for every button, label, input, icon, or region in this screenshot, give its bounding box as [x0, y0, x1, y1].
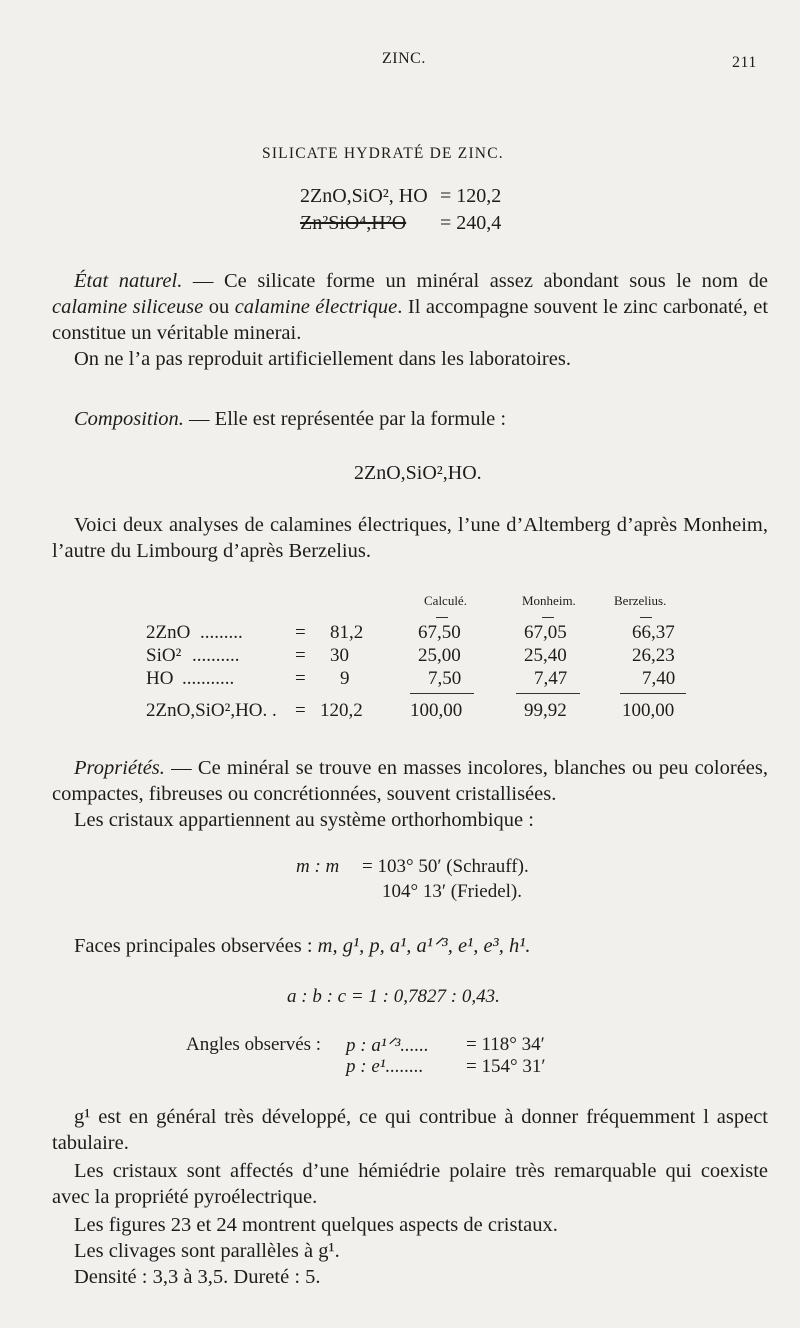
formula-new-weight: = 240,4: [440, 212, 502, 234]
header-dash: [436, 617, 448, 618]
row-monheim: 67,05: [524, 622, 567, 643]
reproduction-text: On ne l’a pas reproduit artificiellement dans les laboratoires.: [74, 348, 571, 370]
total-equals: =: [295, 700, 306, 721]
angles-observed-label: Angles observés :: [186, 1034, 322, 1055]
total-weight: 120,2: [320, 700, 363, 721]
proprietes-text: — Ce minéral se trouve en masses incolores, blanches ou peu colorées, compactes, fibreuses ou concrétionnées, souvent cristallisées.: [52, 757, 768, 805]
section-title: SILICATE HYDRATÉ DE ZINC.: [262, 145, 504, 162]
row-monheim: 25,40: [524, 645, 567, 666]
conjunction: ou: [203, 296, 235, 318]
row-weight: 30: [330, 645, 349, 666]
col-header-calcule: Calculé.: [424, 593, 467, 608]
analyses-intro: [52, 512, 768, 564]
proprietes-heading: Propriétés.: [74, 757, 165, 779]
row-label: HO: [146, 668, 174, 689]
hemiedrie-paragraph: [52, 1158, 768, 1210]
system-line: [52, 807, 768, 833]
densite-text: Densité : 3,3 à 3,5. Dureté : 5.: [74, 1266, 321, 1288]
sum-rule: [620, 693, 686, 694]
row-calc: 7,50: [428, 668, 462, 689]
row-equals: =: [295, 622, 306, 643]
g1-paragraph: [52, 1104, 768, 1156]
row-berzelius: 66,37: [632, 622, 675, 643]
row-equals: =: [295, 645, 306, 666]
total-berzelius: 100,00: [622, 700, 675, 721]
composition-text: — Elle est représentée par la formule :: [183, 408, 507, 430]
row-calc: 67,50: [418, 622, 461, 643]
sum-rule: [516, 693, 580, 694]
figures-line: [52, 1212, 768, 1238]
row-dots: ..........: [192, 645, 240, 666]
mineral-name-1: calamine siliceuse: [52, 296, 204, 318]
proprietes-paragraph: [52, 755, 768, 807]
densite-line: [52, 1264, 768, 1290]
sum-rule: [410, 693, 474, 694]
formula-new-notation: Zn²SiO⁴,H²O: [300, 212, 407, 234]
reproduction-line: [52, 346, 768, 372]
composition-formula: 2ZnO,SiO²,HO.: [354, 462, 482, 484]
row-label: SiO²: [146, 645, 182, 666]
total-calc: 100,00: [410, 700, 463, 721]
composition-heading: Composition.: [74, 408, 184, 430]
system-text: Les cristaux appartiennent au système orthorhombique :: [74, 809, 534, 831]
formula-old-weight: = 120,2: [440, 185, 502, 207]
col-header-monheim: Monheim.: [522, 593, 576, 608]
formula-old-notation: 2ZnO,SiO², HO: [300, 185, 428, 207]
table-row: [0, 668, 800, 694]
axial-ratio: a : b : c = 1 : 0,7827 : 0,43.: [287, 986, 500, 1007]
hemiedrie-text: Les cristaux sont affectés d’une hémiédrie polaire très remarquable qui coexiste avec la propriété pyroélectrique.: [52, 1160, 768, 1208]
header-dash: [640, 617, 652, 618]
faces-line: [52, 933, 768, 959]
angle-p-e-lhs: p : e¹........: [346, 1056, 424, 1077]
row-weight: 81,2: [330, 622, 364, 643]
header-dash: [542, 617, 554, 618]
etat-naturel-rest: . Il accompagne souvent le zinc carbonaté, et constitue un véritable minerai.: [52, 296, 769, 344]
row-monheim: 7,47: [534, 668, 568, 689]
angle-p-a-value: = 118° 34′: [466, 1034, 545, 1055]
row-dots: .........: [200, 622, 243, 643]
col-header-berzelius: Berzelius.: [614, 593, 667, 608]
angle-mm-schrauff: = 103° 50′ (Schrauff).: [362, 856, 529, 877]
total-monheim: 99,92: [524, 700, 567, 721]
angle-p-a-lhs: p : a¹ᐟ³......: [346, 1035, 429, 1056]
mineral-name-2: calamine électrique: [234, 296, 398, 318]
analyses-intro-text: Voici deux analyses de calamines électriques, l’une d’Altemberg d’après Monheim, l’autre du Limbourg d’après Berzelius.: [52, 514, 768, 562]
row-equals: =: [295, 668, 306, 689]
total-label: 2ZnO,SiO²,HO. .: [146, 700, 277, 721]
table-total-row: [0, 700, 800, 726]
row-label: 2ZnO: [146, 622, 191, 643]
running-title: ZINC.: [382, 50, 426, 67]
row-berzelius: 26,23: [632, 645, 675, 666]
etat-naturel-paragraph: [52, 268, 768, 346]
row-weight: 9: [340, 668, 350, 689]
row-calc: 25,00: [418, 645, 461, 666]
clivages-text: Les clivages sont parallèles à g¹.: [74, 1240, 340, 1262]
faces-prefix: Faces principales observées :: [74, 935, 318, 957]
row-dots: ...........: [182, 668, 235, 689]
faces-list: m, g¹, p, a¹, a¹ᐟ³, e¹, e³, h¹.: [317, 935, 531, 957]
row-berzelius: 7,40: [642, 668, 676, 689]
angle-mm-friedel: 104° 13′ (Friedel).: [382, 881, 522, 902]
etat-naturel-heading: État naturel.: [74, 270, 183, 292]
figures-text: Les figures 23 et 24 montrent quelques aspects de cristaux.: [74, 1214, 558, 1236]
g1-text: g¹ est en général très développé, ce qui contribue à donner fréquemment l aspect tabulaire.: [52, 1106, 768, 1154]
angle-mm-lhs: m : m: [296, 856, 340, 877]
angle-p-e-value: = 154° 31′: [466, 1056, 546, 1077]
clivages-line: [52, 1238, 768, 1264]
etat-naturel-text: — Ce silicate forme un minéral assez abondant sous le nom de: [182, 270, 769, 292]
composition-paragraph: [52, 406, 768, 432]
page-number: 211: [732, 54, 757, 71]
